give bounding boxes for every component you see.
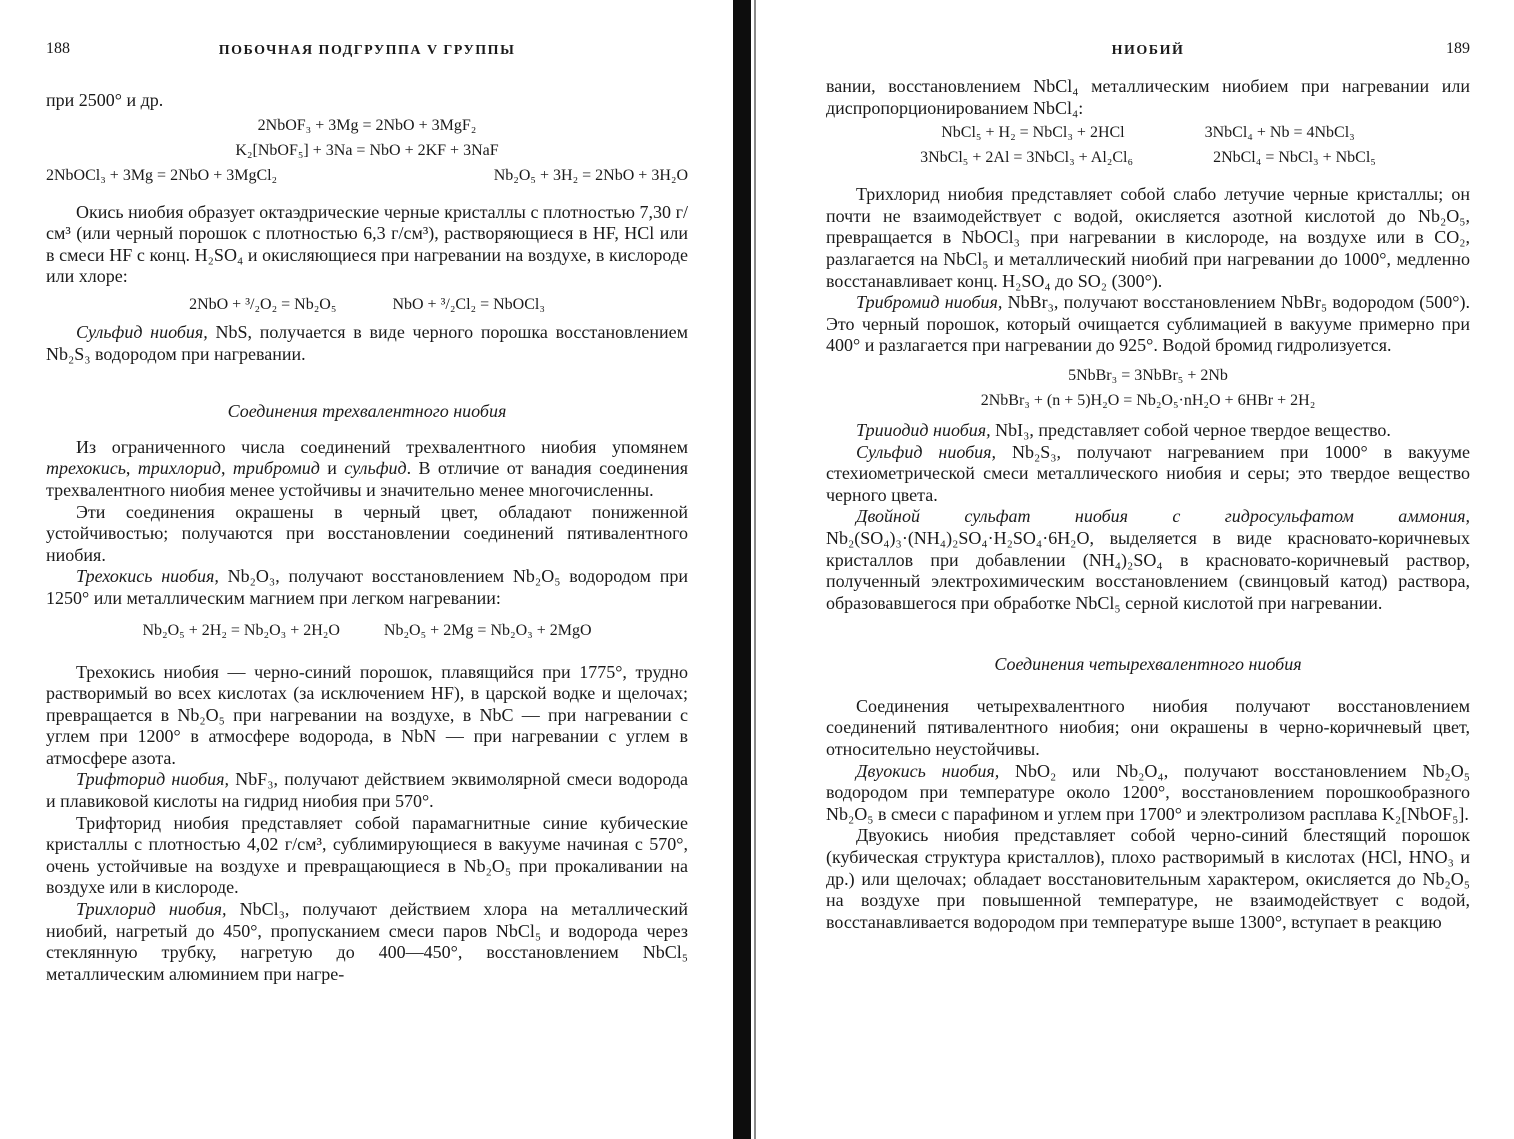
right-page-header — [826, 38, 1470, 60]
term: Двуокись ниобия, — [856, 760, 1000, 781]
book-gutter — [733, 0, 751, 1139]
equation-text: 5NbBr₃ = 3NbBr₅ + 2Nb — [1068, 366, 1228, 384]
equation-row — [826, 122, 1470, 144]
equation-text: 2NbBr₃ + (n + 5)H₂O = Nb₂O₅·nH₂O + 6HBr + 2H₂ — [980, 391, 1316, 409]
paragraph: Соединения четырехвалентного ниобия получают восстановлением соединений пятивалентного ниобия; они окрашены в черно-коричневый цвет, относительно неустойчивы. — [826, 695, 1470, 760]
section-heading: Соединения трехвалентного ниобия — [227, 401, 507, 422]
paragraph-text: и — [319, 458, 345, 479]
section-heading: Соединения четырехвалентного ниобия — [994, 654, 1302, 675]
page-number: 188 — [46, 40, 70, 57]
equation-text: K₂[NbOF₅] + 3Na = NbO + 2KF + 3NaF — [235, 141, 499, 159]
paragraph: при 2500° и др. — [46, 90, 164, 110]
equation — [826, 390, 1470, 412]
paragraph-text: NbO₂ или Nb₂O₄, получают восстановлением Nb₂O₅ водородом при температуре около 1200°, восстановлением порошкообразного Nb₂O₅ в смеси с парафином и углем при 1700° и электролизом расплава K₂[NbOF₅]. — [826, 760, 1470, 824]
paragraph-text: NbBr₃, получают восстановлением NbBr₅ водородом (500°). Это черный порошок, который очищается сублимацией в вакууме примерно при 400° и разлагается при нагревании до 925°. Водой бромид гидролизуется. — [826, 292, 1470, 356]
left-page-header — [46, 38, 688, 60]
paragraph-text: Из ограниченного числа соединений трехвалентного ниобия упомянем — [76, 436, 688, 457]
paragraph-text: . В отличие от ванадия соединения трехвалентного ниобия менее устойчивы и значительно менее многочисленны. — [46, 458, 689, 500]
equation-text: Nb₂O₅ + 3H₂ = 2NbO + 3H₂O — [493, 166, 688, 184]
paragraph — [46, 769, 688, 812]
paragraph-text: NbF₃, получают действием эквимолярной смеси водорода и плавиковой кислоты на гидрид ниобия при 570°. — [46, 769, 689, 812]
equation-text: Nb₂O₅ + 2Mg = Nb₂O₃ + 2MgO — [383, 621, 592, 639]
book-gutter-edge — [754, 0, 756, 1139]
term: Трииодид ниобия, — [856, 419, 991, 440]
term: сульфид — [344, 458, 407, 479]
term: Трихлорид ниобия, — [76, 899, 227, 920]
paragraph: Трехокись ниобия — черно-синий порошок, плавящийся при 1775°, трудно растворимый во всех кислотах (за исключением HF), в царской водке и щелочах; превращается в Nb₂O₅ при нагревании на воздухе, в NbC — при нагревании с углем при 1200° в атмосфере водорода, в NbN — при нагревании с углем в атмосфере азота. — [46, 661, 688, 768]
paragraph: Из ограниченного числа соединений трехвалентного ниобия упомянем трехокись, трихлорид, трибромид и сульфид. В отличие от ванадия соединения трехвалентного ниобия менее устойчивы и значительно менее многочисленны. — [46, 436, 689, 500]
paragraph: Трифторид ниобия представляет собой парамагнитные синие кубические кристаллы с плотностью 4,02 г/см³, сублимирующиеся в вакууме начиная с 570°, очень устойчивые на воздухе и превращающиеся в Nb₂O₅ при прокаливании на воздухе или в кислороде. — [46, 812, 688, 898]
running-title: НИОБИЙ — [1111, 43, 1185, 58]
equation-text: 2NbCl₄ = NbCl₃ + NbCl₅ — [1213, 149, 1376, 167]
paragraph-text: Nb₂S₃, получают нагреванием при 1000° в вакууме стехиометрической смеси металлического ниобия и серы; это твердое вещество черного цвета. — [826, 441, 1470, 505]
equation-row — [46, 294, 688, 316]
equation-row — [46, 620, 688, 642]
term: трибромид — [232, 458, 320, 479]
paragraph — [46, 566, 688, 609]
term: Трибромид ниобия, — [856, 292, 1003, 313]
equation-text: Nb₂O₅ + 2H₂ = Nb₂O₃ + 2H₂O — [142, 621, 340, 639]
term: Трифторид ниобия, — [76, 769, 230, 790]
equation-text: 2NbOF₃ + 3Mg = 2NbO + 3MgF₂ — [257, 116, 477, 134]
equation — [826, 365, 1470, 387]
equation-row — [826, 147, 1470, 169]
equation-text: NbO + ³/₂Cl₂ = NbOCl₃ — [392, 295, 545, 313]
paragraph-text: NbS, получается в виде черного порошка восстановлением Nb₂S₃ водородом при нагревании. — [46, 321, 688, 364]
paragraph — [46, 899, 688, 985]
right-page-body — [826, 76, 1470, 933]
paragraph-text: Nb₂(SO₄)₃·(NH₄)₂SO₄·H₂SO₄·6H₂O, выделяется в виде красновато-коричневых кристаллов при добавлении (NH₄)₂SO₄ в красновато-коричневый раствор, полученный электрохимическим восстановлением (свинцовый катод) раствора, образовавшегося при обработке NbCl₅ серной кислотой при нагревании. — [826, 527, 1470, 613]
running-title: ПОБОЧНАЯ ПОДГРУППА V ГРУППЫ — [218, 43, 516, 58]
page-number: 189 — [1446, 40, 1470, 57]
equation-text: 2NbOCl₃ + 3Mg = 2NbO + 3MgCl₂ — [46, 166, 278, 184]
paragraph — [46, 322, 688, 365]
paragraph: Трихлорид ниобия представляет собой слабо летучие черные кристаллы; он почти не взаимодействует с водой, окисляется азотной кислотой до Nb₂O₅, превращается в NbOCl₃ при нагревании в кислороде, на воздухе или в CO₂, разлагается на NbCl₅ и металлический ниобий при нагревании до 1000°, медленно восстанавливает конц. H₂SO₄ до SO₂ (300°). — [826, 184, 1470, 291]
term: Трехокись ниобия, — [76, 566, 219, 587]
term: Сульфид ниобия, — [76, 321, 208, 342]
term: Двойной сульфат ниобия с гидросульфатом аммония, — [856, 506, 1470, 527]
paragraph: Двуокись ниобия представляет собой черно-синий блестящий порошок (кубическая структура кристаллов), плохо растворимый в кислотах (HCl, HNO₃ и др.) или щелочах; обладает восстановительным характером, окисляется до Nb₂O₅ на воздухе при повышенной температуре, не взаимодействует с водой, восстанавливается водородом при температуре выше 1300°, вступает в реакцию — [826, 825, 1470, 932]
term: Сульфид ниобия, — [856, 441, 997, 462]
equation-text: NbCl₅ + H₂ = NbCl₃ + 2HCl — [941, 124, 1125, 142]
term: трехокись — [46, 458, 126, 479]
paragraph — [826, 506, 1470, 614]
paragraph — [826, 420, 1470, 442]
equation-text: 2NbO + ³/₂O₂ = Nb₂O₅ — [189, 295, 337, 313]
paragraph: вании, восстановлением NbCl₄ металлическим ниобием при нагревании или диспропорционированием NbCl₄: — [826, 76, 1470, 118]
equation — [46, 140, 688, 162]
paragraph-text: NbI₃, представляет собой черное твердое вещество. — [990, 419, 1391, 440]
paragraph-text: NbCl₃, получают действием хлора на металлический ниобий, нагретый до 450°, пропусканием смеси паров NbCl₅ и водорода через стеклянную трубку, нагретую до 400—450°, восстановлением NbCl₅ металлическим алюминием при нагре- — [46, 899, 688, 984]
equation — [46, 115, 688, 137]
left-page-body — [46, 90, 688, 985]
equation-row — [46, 165, 688, 187]
equation-text: 3NbCl₅ + 2Al = 3NbCl₃ + Al₂Cl₆ — [920, 149, 1134, 167]
paragraph: Эти соединения окрашены в черный цвет, обладают пониженной устойчивостью; получаются при восстановлении соединений пятивалентного ниобия. — [46, 501, 688, 565]
equation-text: 3NbCl₄ + Nb = 4NbCl₃ — [1204, 124, 1355, 142]
paragraph — [826, 442, 1470, 507]
paragraph: Окись ниобия образует октаэдрические черные кристаллы с плотностью 7,30 г/см³ (или черный порошок с плотностью 6,3 г/см³), растворяющиеся в HF, HCl или в смеси HF с конц. H₂SO₄ и окисляющиеся при нагревании на воздухе, в кислороде или хлоре: — [46, 201, 688, 287]
paragraph — [826, 761, 1470, 826]
paragraph — [826, 292, 1470, 357]
paragraph-text: Nb₂O₃, получают восстановлением Nb₂O₅ водородом при 1250° или металлическим магнием при легком нагревании: — [46, 566, 688, 608]
term: трихлорид — [137, 458, 221, 479]
